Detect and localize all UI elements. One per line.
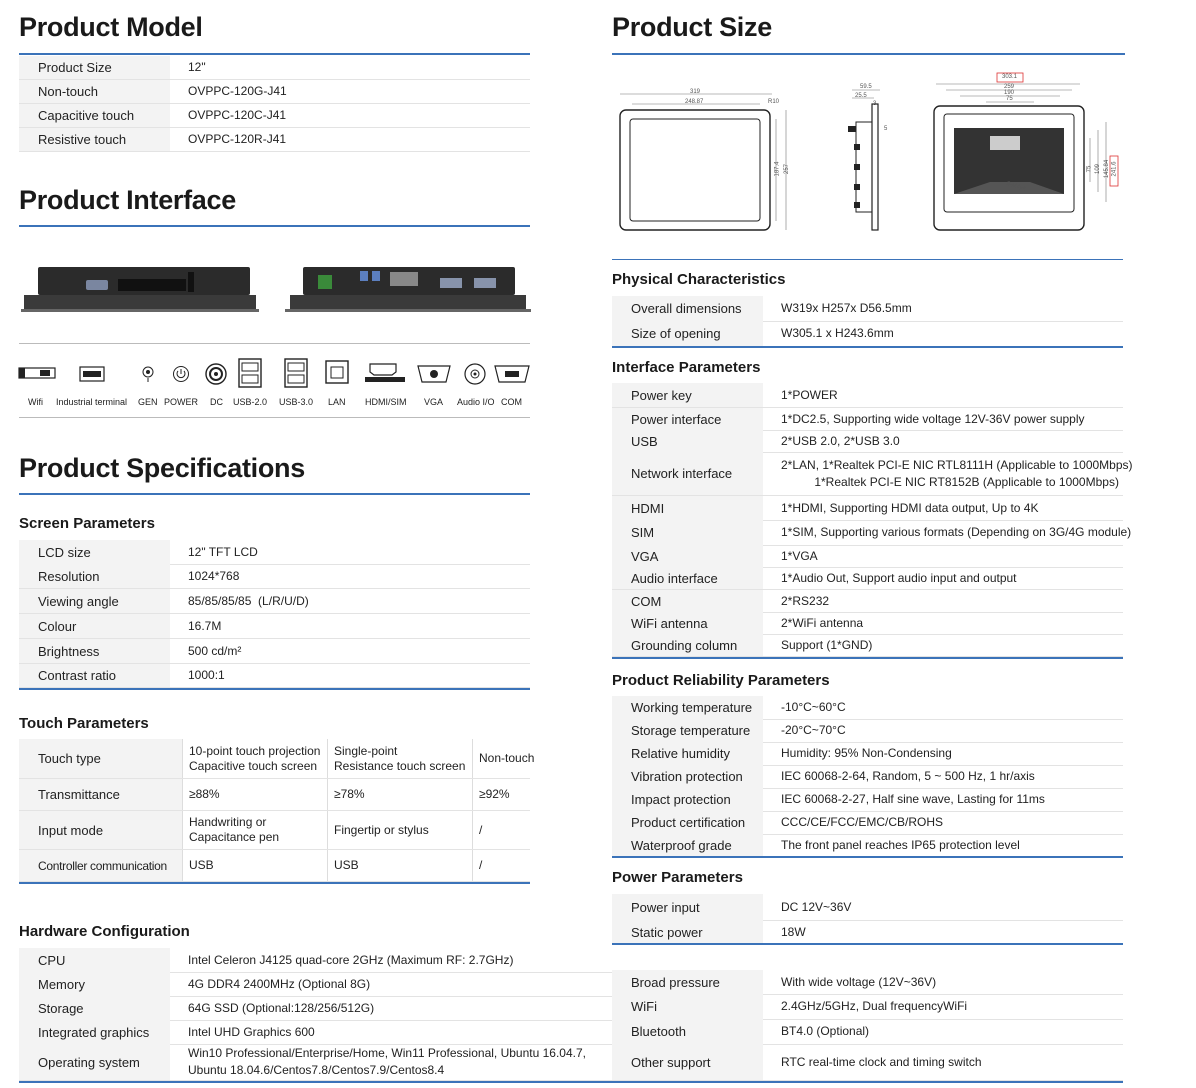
table-row: [612, 430, 1123, 453]
dc-jack-icon: [205, 363, 227, 385]
row-label: Impact protection: [612, 788, 763, 811]
table-row: [19, 1044, 612, 1081]
row-value: 1*HDMI, Supporting HDMI data output, Up to 4K: [781, 500, 1039, 515]
com-port-icon: [493, 364, 531, 384]
row-value: 1*DC2.5, Supporting wide voltage 12V-36V power supply: [781, 411, 1085, 426]
row-value: OVPPC-120G-J41: [188, 84, 287, 98]
icon-label: Wifi: [28, 397, 43, 407]
table-row: [612, 590, 1123, 613]
table-row: [612, 567, 1123, 590]
section-rule: [612, 346, 1123, 348]
touch-cell: ≥78%: [327, 779, 472, 810]
table-row: [19, 104, 530, 128]
table-row: [19, 739, 535, 779]
vga-port-icon: [416, 364, 452, 384]
row-value: With wide voltage (12V~36V): [781, 974, 937, 989]
dim-side-thickness: 3: [873, 101, 877, 107]
section-rule: [19, 882, 530, 884]
row-label: VGA: [612, 545, 763, 567]
product-interface-heading: Product Interface: [19, 185, 236, 215]
row-value: 85/85/85/85 (L/R/U/D): [188, 593, 309, 608]
table-row: [19, 811, 530, 850]
power-button-icon: [172, 365, 190, 383]
row-value: 500 cd/m²: [188, 643, 242, 658]
icon-label: DC: [210, 397, 223, 407]
touch-cell: USB: [182, 850, 327, 881]
section-rule: [19, 688, 530, 690]
table-row: [19, 779, 530, 811]
row-value: Support (1*GND): [781, 637, 873, 652]
row-value: 12" TFT LCD: [188, 544, 258, 559]
audio-io-icon: [464, 363, 486, 385]
row-value: 2.4GHz/5GHz, Dual frequencyWiFi: [781, 999, 968, 1013]
icon-label: USB-3.0: [279, 397, 314, 407]
table-row: [19, 128, 530, 152]
row-value: 2*USB 2.0, 2*USB 3.0: [781, 433, 900, 448]
icon-label: USB-2.0: [233, 397, 268, 407]
touch-cell: /: [472, 850, 530, 881]
back-view-drawing: [930, 72, 1125, 234]
heading-rule: [19, 53, 530, 55]
icon-label: LAN: [328, 397, 346, 407]
row-label: Static power: [612, 920, 763, 944]
row-label: Product Size: [19, 56, 170, 79]
touch-cell: Non-touch: [472, 739, 530, 778]
table-row: [612, 894, 1123, 921]
row-label: Storage temperature: [612, 719, 763, 742]
heading-rule: [612, 53, 1125, 55]
row-value: RTC real-time clock and timing switch: [781, 1054, 982, 1069]
touch-cell: Single-point Resistance touch screen: [327, 739, 472, 778]
table-row: [612, 834, 1123, 857]
row-value: OVPPC-120R-J41: [188, 132, 287, 146]
row-label: Working temperature: [612, 696, 763, 719]
row-value: CCC/CE/FCC/EMC/CB/ROHS: [781, 815, 944, 829]
row-value: 2*WiFi antenna: [781, 615, 864, 630]
row-label: Resistive touch: [19, 128, 170, 151]
row-label: Capacitive touch: [19, 104, 170, 127]
table-row: [612, 452, 1133, 496]
row-value: Win10 Professional/Enterprise/Home, Win11 Professional, Ubuntu 16.04.7, Ubuntu 18.04.6/Centos7.8/Centos7.9/Centos8.4: [188, 1046, 586, 1077]
row-label: Power key: [612, 383, 763, 407]
row-label: Transmittance: [19, 779, 182, 810]
row-value: IEC 60068-2-64, Random, 5 ~ 500 Hz, 1 hr/axis: [781, 769, 1035, 783]
row-value: Intel UHD Graphics 600: [188, 1024, 315, 1039]
row-label: Storage: [19, 996, 170, 1020]
table-row: [19, 1020, 612, 1045]
row-value: Intel Celeron J4125 quad-core 2GHz (Maximum RF: 2.7GHz): [188, 952, 514, 967]
row-label: Size of opening: [612, 321, 763, 346]
row-label: Resolution: [19, 564, 170, 588]
row-label: Waterproof grade: [612, 834, 763, 856]
table-row: [19, 80, 530, 104]
table-row: [612, 321, 1123, 347]
table-row: [19, 948, 612, 973]
row-label: Touch type: [19, 739, 182, 778]
wifi-antenna-icon: [18, 366, 56, 380]
drawing-rule: [612, 259, 1123, 260]
usb-3-icon: [284, 358, 308, 388]
row-label: SIM: [612, 520, 763, 545]
icon-label: HDMI/SIM: [365, 397, 407, 407]
power-parameters-title: Power Parameters: [612, 869, 743, 886]
table-row: [19, 664, 530, 688]
dim-side-depth2: 25.5: [855, 93, 867, 99]
row-value: 1000:1: [188, 668, 225, 682]
lan-port-icon: [325, 360, 349, 384]
row-value: -20°C~70°C: [781, 723, 846, 737]
product-size-heading: Product Size: [612, 12, 772, 42]
row-value: 1*SIM, Supporting various formats (Depending on 3G/4G module): [781, 525, 1132, 539]
dim-front-inner-width: 248.87: [685, 99, 704, 105]
row-label: Controller communication: [19, 850, 182, 881]
table-row: [612, 520, 1132, 546]
table-row: [612, 970, 1123, 995]
table-row: [612, 496, 1123, 521]
dim-back-h4: 241.6: [1111, 161, 1118, 177]
row-value: 12": [188, 60, 206, 74]
row-label: Operating system: [19, 1044, 170, 1080]
dim-side-depth: 59.5: [860, 84, 872, 90]
screen-parameters-title: Screen Parameters: [19, 515, 155, 532]
interface-parameters-title: Interface Parameters: [612, 359, 761, 376]
row-label: Integrated graphics: [19, 1020, 170, 1044]
row-value: 64G SSD (Optional:128/256/512G): [188, 1000, 375, 1015]
section-rule: [612, 943, 1123, 945]
icon-label: POWER: [164, 397, 199, 407]
row-value: 1*Audio Out, Support audio input and output: [781, 570, 1017, 585]
touch-cell: USB: [327, 850, 472, 881]
row-label: LCD size: [19, 540, 170, 564]
row-label: WiFi antenna: [612, 612, 763, 634]
table-row: [19, 56, 530, 80]
table-row: [612, 994, 1123, 1020]
table-row: [612, 408, 1123, 431]
interface-photo-rule: [19, 343, 530, 344]
touch-cell: 10-point touch projection Capacitive touch screen: [182, 739, 327, 778]
row-label: Non-touch: [19, 80, 170, 103]
table-row: [612, 742, 1123, 766]
dim-back-width: 303.1: [1002, 74, 1018, 80]
row-label: Viewing angle: [19, 589, 170, 613]
row-value: 1*VGA: [781, 548, 818, 563]
row-value: -10°C~60°C: [781, 700, 846, 714]
row-value: 16.7M: [188, 618, 222, 633]
row-value: 1*POWER: [781, 387, 838, 402]
touch-parameters-title: Touch Parameters: [19, 715, 149, 732]
row-value: BT4.0 (Optional): [781, 1024, 870, 1038]
row-value: 2*LAN, 1*Realtek PCI-E NIC RTL8111H (Applicable to 1000Mbps) 1*Realtek PCI-E NIC RT8152B (Applicable to 1000Mbps): [781, 457, 1133, 489]
row-label: Relative humidity: [612, 742, 763, 765]
dim-back-width4: 75: [1006, 96, 1013, 102]
dim-back-width2: 259: [1004, 84, 1015, 90]
table-row: [612, 383, 1123, 408]
row-label: Bluetooth: [612, 1019, 763, 1044]
dim-back-screw: 8-M4x6: [1005, 180, 1027, 194]
table-row: [19, 564, 530, 589]
dim-front-radius: R10: [768, 99, 780, 105]
row-value: 2*RS232: [781, 593, 830, 608]
touch-cell: ≥88%: [182, 779, 327, 810]
table-row: [19, 589, 530, 614]
section-rule: [612, 657, 1123, 659]
row-label: Power interface: [612, 408, 763, 430]
row-label: Input mode: [19, 811, 182, 849]
table-row: [612, 719, 1123, 743]
row-label: HDMI: [612, 496, 763, 520]
row-label: Product certification: [612, 811, 763, 834]
row-label: USB: [612, 430, 763, 452]
icon-label: GEN: [138, 397, 158, 407]
row-label: Network interface: [612, 452, 763, 495]
dim-front-inner-height: 187.4: [774, 161, 781, 177]
product-model-heading: Product Model: [19, 12, 203, 42]
row-value: 1024*768: [188, 568, 240, 583]
dim-back-h3: 145.84: [1104, 159, 1111, 179]
row-value: OVPPC-120C-J41: [188, 108, 287, 122]
icon-label: Audio I/O: [457, 397, 495, 407]
table-row: [19, 540, 530, 565]
row-label: Broad pressure: [612, 970, 763, 994]
table-row: [612, 634, 1123, 657]
row-label: CPU: [19, 948, 170, 972]
row-label: COM: [612, 590, 763, 612]
dim-front-height: 257: [784, 163, 791, 175]
icon-label: Industrial terminal: [56, 397, 128, 407]
row-value: W319x H257x D56.5mm: [781, 301, 912, 315]
table-row: [19, 972, 612, 997]
section-rule: [19, 1081, 1123, 1083]
table-row: [612, 788, 1123, 812]
table-row: [612, 1019, 1123, 1045]
row-label: Vibration protection: [612, 765, 763, 788]
dim-back-h2: 109: [1095, 163, 1102, 175]
gen-button-icon: [141, 365, 155, 383]
table-row: [612, 1044, 1123, 1081]
usb-2-icon: [238, 358, 262, 388]
table-row: [612, 612, 1123, 635]
hdmi-sim-icon: [364, 362, 406, 384]
table-row: [612, 765, 1123, 789]
row-value: DC 12V~36V: [781, 899, 852, 914]
touch-cell: Fingertip or stylus: [327, 811, 472, 849]
table-row: [19, 996, 612, 1021]
touch-cell: Handwriting or Capacitance pen: [182, 811, 327, 849]
side-view-drawing: [844, 84, 888, 234]
row-label: Power input: [612, 894, 763, 920]
table-row: [612, 920, 1123, 945]
icon-label: VGA: [424, 397, 444, 407]
row-label: Grounding column: [612, 634, 763, 656]
row-label: Brightness: [19, 639, 170, 663]
table-row: [612, 545, 1123, 568]
row-label: Overall dimensions: [612, 296, 763, 321]
dim-back-h1: 75: [1086, 165, 1093, 173]
row-value: 4G DDR4 2400MHz (Optional 8G): [188, 976, 371, 991]
dim-side-step: 5: [884, 126, 888, 132]
section-rule: [612, 856, 1123, 858]
industrial-terminal-icon: [79, 366, 105, 382]
row-value: 18W: [781, 924, 806, 939]
table-row: [612, 296, 1123, 322]
icons-rule: [19, 417, 530, 418]
row-label: WiFi: [612, 994, 763, 1019]
table-row: [612, 811, 1123, 835]
icon-label: COM: [501, 397, 522, 407]
dim-back-width3: 190: [1004, 90, 1015, 96]
row-label: Memory: [19, 972, 170, 996]
row-label: Other support: [612, 1044, 763, 1080]
heading-rule: [19, 225, 530, 227]
touch-cell: ≥92%: [472, 779, 530, 810]
row-value: Humidity: 95% Non-Condensing: [781, 746, 952, 760]
dim-front-width: 319: [690, 89, 701, 95]
table-row: [19, 850, 530, 882]
table-row: [19, 614, 530, 639]
touch-cell: /: [472, 811, 530, 849]
row-label: Contrast ratio: [19, 664, 170, 687]
row-value: W305.1 x H243.6mm: [781, 326, 894, 340]
row-label: Colour: [19, 614, 170, 638]
table-row: [19, 639, 530, 664]
row-label: Audio interface: [612, 567, 763, 589]
row-value: The front panel reaches IP65 protection level: [781, 837, 1020, 852]
physical-characteristics-title: Physical Characteristics: [612, 271, 786, 288]
product-reliability-title: Product Reliability Parameters: [612, 672, 830, 689]
product-specifications-heading: Product Specifications: [19, 453, 305, 483]
table-row: [612, 696, 1123, 720]
hardware-configuration-title: Hardware Configuration: [19, 923, 190, 940]
row-value: IEC 60068-2-27, Half sine wave, Lasting for 11ms: [781, 792, 1045, 806]
heading-rule: [19, 493, 530, 495]
